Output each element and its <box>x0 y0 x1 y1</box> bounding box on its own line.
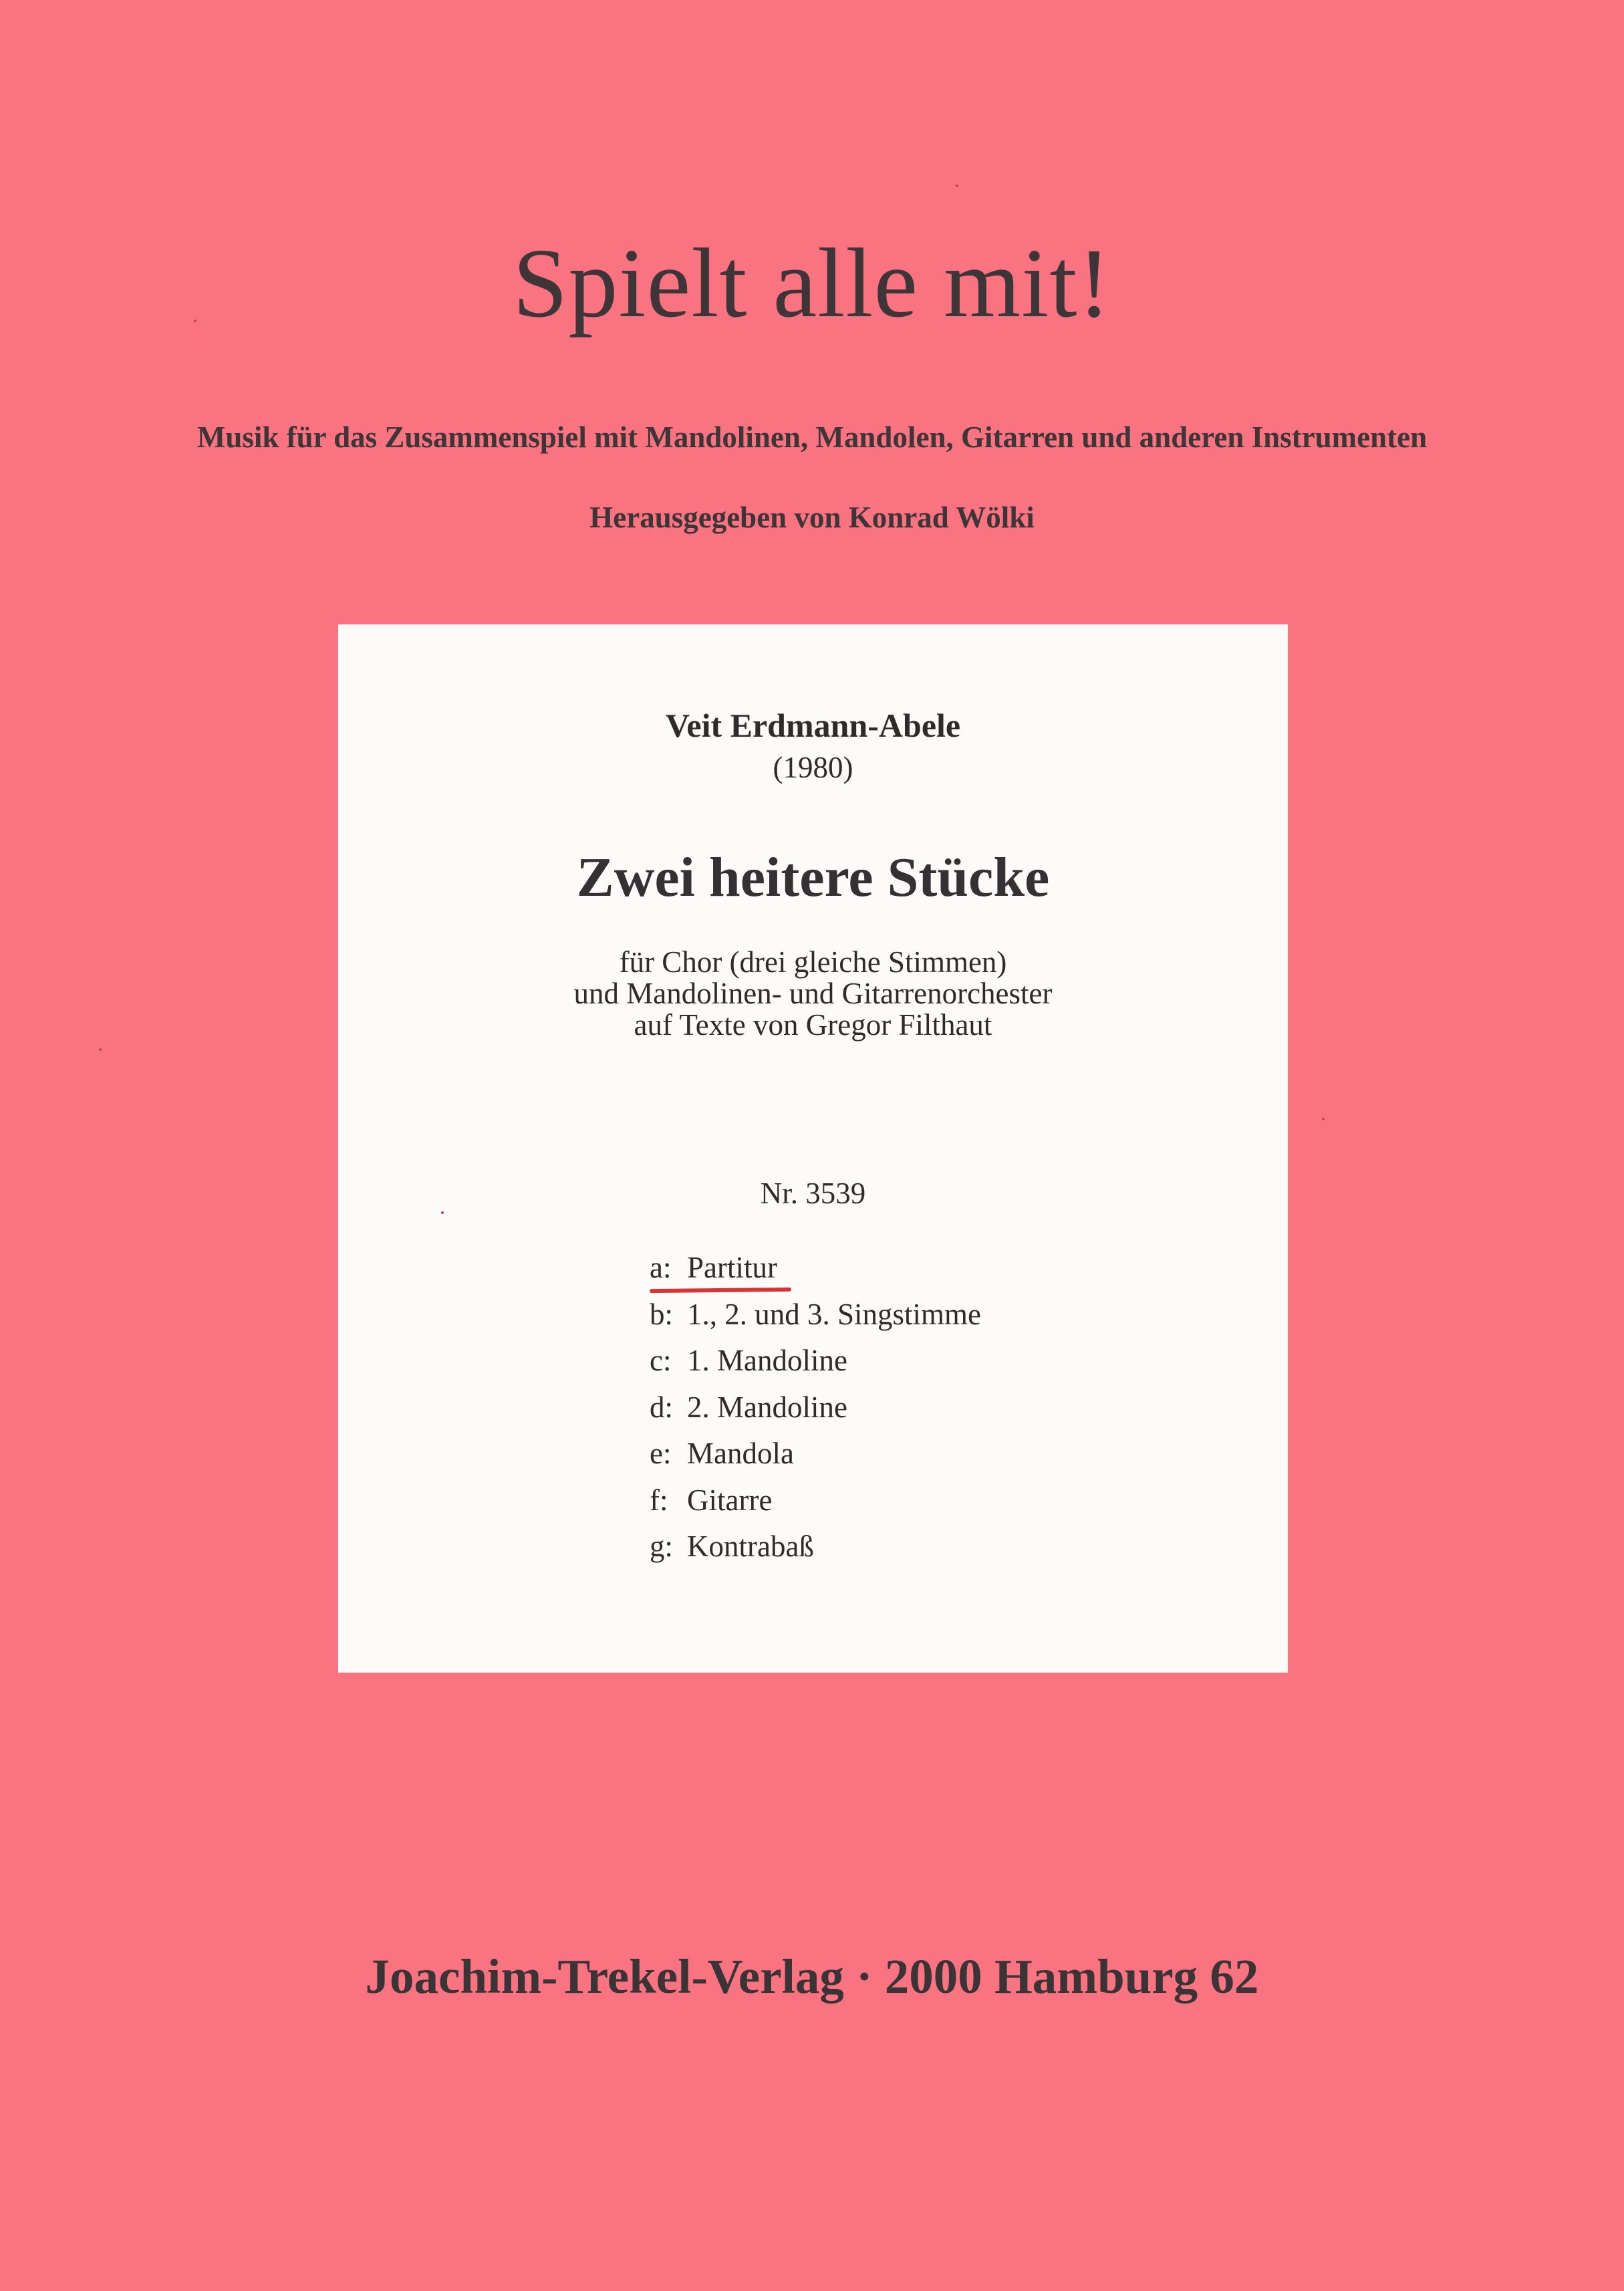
part-item <box>650 1436 981 1483</box>
paper-speck <box>956 185 958 187</box>
composer-name: Veit Erdmann-Abele <box>665 707 961 744</box>
paper-speck <box>194 320 196 322</box>
part-letter: c: <box>650 1344 672 1377</box>
scoring-line: und Mandolinen- und Gitarrenorchester <box>573 977 1053 1010</box>
work-title: Zwei heitere Stücke <box>576 846 1050 909</box>
part-letter: a: <box>650 1251 672 1284</box>
red-underline-mark <box>650 1288 791 1293</box>
paper-speck <box>99 1048 102 1051</box>
part-name: 1., 2. und 3. Singstimme <box>687 1297 982 1331</box>
part-name: 1. Mandoline <box>687 1344 847 1377</box>
part-item <box>650 1297 981 1344</box>
paper-speck <box>441 1211 444 1214</box>
part-letter: b: <box>650 1297 674 1331</box>
part-name: Partitur <box>687 1251 777 1284</box>
catalog-number: Nr. 3539 <box>760 1177 866 1210</box>
part-letter: f: <box>650 1483 668 1517</box>
scoring-description <box>338 947 1288 1041</box>
part-name: Mandola <box>687 1437 794 1470</box>
part-item <box>650 1250 981 1297</box>
part-item <box>650 1529 981 1576</box>
series-title: Spielt alle mit! <box>513 229 1111 338</box>
part-letter: e: <box>650 1437 672 1470</box>
publisher-imprint: Joachim-Trekel-Verlag · 2000 Hamburg 62 <box>365 1949 1259 2004</box>
part-item <box>650 1390 981 1437</box>
parts-list <box>650 1250 981 1576</box>
scoring-line: für Chor (drei gleiche Stimmen) <box>619 945 1007 979</box>
paper-speck <box>1322 1118 1325 1120</box>
part-name: Gitarre <box>687 1483 773 1517</box>
series-subtitle: Musik für das Zusammenspiel mit Mandolinen, Mandolen, Gitarren und anderen Instrumenten <box>196 420 1428 454</box>
part-name: Kontrabaß <box>687 1530 814 1563</box>
part-letter: d: <box>650 1390 674 1424</box>
composition-year: (1980) <box>773 751 853 784</box>
part-item <box>650 1483 981 1530</box>
title-label-panel <box>338 624 1288 1673</box>
part-item <box>650 1343 981 1390</box>
scoring-line: auf Texte von Gregor Filthaut <box>634 1008 992 1042</box>
part-name: 2. Mandoline <box>687 1390 847 1424</box>
part-letter: g: <box>650 1530 674 1563</box>
series-editor: Herausgegeben von Konrad Wölki <box>589 501 1035 534</box>
